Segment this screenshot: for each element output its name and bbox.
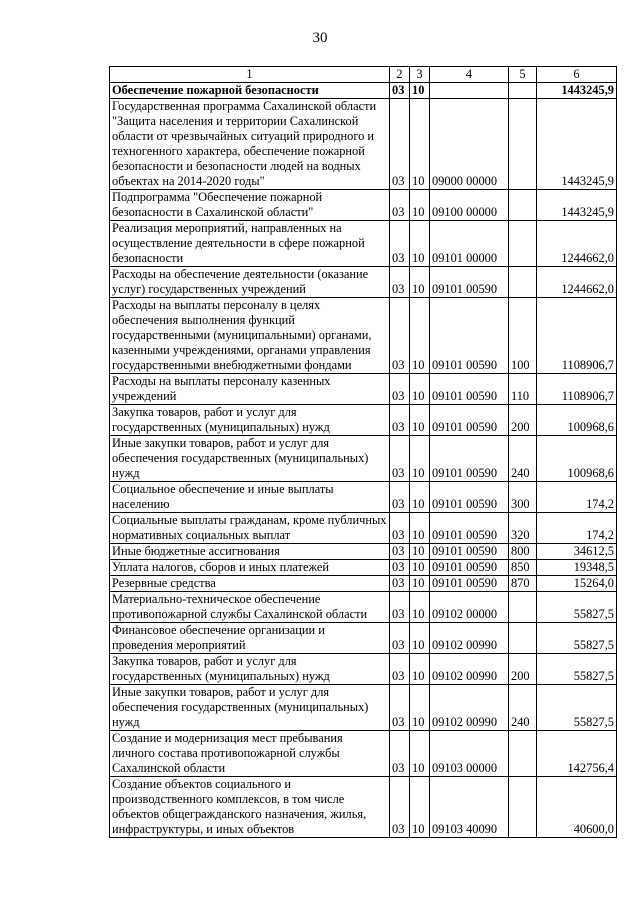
table-row	[110, 482, 617, 513]
row-amount: 174,2	[537, 513, 617, 544]
row-target-article: 09102 00000	[430, 592, 509, 623]
row-subsection: 10	[410, 654, 430, 685]
row-target-article: 09101 00590	[430, 482, 509, 513]
row-amount: 40600,0	[537, 777, 617, 838]
row-description: Государственная программа Сахалинской области "Защита населения и территории Сахалинской области от чрезвычайных ситуаций природного и техногенного характера, обеспечение пожарной безопасности и безопасности людей на водных объектах на 2014-2020 годы"	[110, 99, 390, 190]
table-row	[110, 544, 617, 560]
row-section: 03	[390, 83, 410, 99]
budget-table	[109, 66, 617, 838]
row-target-article: 09101 00590	[430, 267, 509, 298]
row-subsection: 10	[410, 592, 430, 623]
row-description: Создание объектов социального и производственного комплексов, в том числе объектов общегражданского назначения, жилья, инфраструктуры, и иных объектов	[110, 777, 390, 838]
row-subsection: 10	[410, 731, 430, 777]
row-subsection: 10	[410, 560, 430, 576]
row-description: Создание и модернизация мест пребывания личного состава противопожарной службы Сахалинской области	[110, 731, 390, 777]
row-section: 03	[390, 513, 410, 544]
row-expense-type: 240	[509, 685, 537, 731]
table-row	[110, 513, 617, 544]
table-row	[110, 576, 617, 592]
row-subsection: 10	[410, 374, 430, 405]
row-section: 03	[390, 592, 410, 623]
row-amount: 100968,6	[537, 405, 617, 436]
row-amount: 1108906,7	[537, 298, 617, 374]
row-expense-type: 800	[509, 544, 537, 560]
table-row	[110, 221, 617, 267]
header-col-1: 1	[110, 67, 390, 83]
table-row	[110, 685, 617, 731]
table-row	[110, 83, 617, 99]
row-expense-type	[509, 83, 537, 99]
row-section: 03	[390, 731, 410, 777]
row-amount: 55827,5	[537, 685, 617, 731]
row-section: 03	[390, 405, 410, 436]
row-target-article: 09101 00590	[430, 436, 509, 482]
row-section: 03	[390, 374, 410, 405]
row-subsection: 10	[410, 298, 430, 374]
table-row	[110, 99, 617, 190]
row-amount: 55827,5	[537, 592, 617, 623]
row-expense-type	[509, 731, 537, 777]
row-subsection: 10	[410, 267, 430, 298]
row-description: Закупка товаров, работ и услуг для государственных (муниципальных) нужд	[110, 654, 390, 685]
row-subsection: 10	[410, 190, 430, 221]
row-amount: 174,2	[537, 482, 617, 513]
row-description: Финансовое обеспечение организации и проведения мероприятий	[110, 623, 390, 654]
row-description: Иные закупки товаров, работ и услуг для обеспечения государственных (муниципальных) нужд	[110, 685, 390, 731]
row-target-article: 09101 00590	[430, 405, 509, 436]
row-description: Иные бюджетные ассигнования	[110, 544, 390, 560]
row-amount: 142756,4	[537, 731, 617, 777]
row-section: 03	[390, 267, 410, 298]
row-amount: 19348,5	[537, 560, 617, 576]
table-row	[110, 731, 617, 777]
row-amount: 100968,6	[537, 436, 617, 482]
row-target-article: 09101 00590	[430, 544, 509, 560]
row-description: Резервные средства	[110, 576, 390, 592]
row-expense-type: 110	[509, 374, 537, 405]
row-expense-type	[509, 623, 537, 654]
header-col-5: 5	[509, 67, 537, 83]
header-col-4: 4	[430, 67, 509, 83]
row-section: 03	[390, 576, 410, 592]
header-col-2: 2	[390, 67, 410, 83]
row-expense-type	[509, 190, 537, 221]
table-row	[110, 267, 617, 298]
table-row	[110, 777, 617, 838]
row-subsection: 10	[410, 544, 430, 560]
row-section: 03	[390, 298, 410, 374]
row-section: 03	[390, 654, 410, 685]
table-row	[110, 623, 617, 654]
row-amount: 1244662,0	[537, 221, 617, 267]
row-section: 03	[390, 99, 410, 190]
row-target-article: 09100 00000	[430, 190, 509, 221]
row-subsection: 10	[410, 482, 430, 513]
table-row	[110, 405, 617, 436]
row-section: 03	[390, 221, 410, 267]
row-section: 03	[390, 544, 410, 560]
row-subsection: 10	[410, 777, 430, 838]
row-description: Подпрограмма "Обеспечение пожарной безопасности в Сахалинской области"	[110, 190, 390, 221]
row-target-article: 09101 00000	[430, 221, 509, 267]
row-description: Реализация мероприятий, направленных на осуществление деятельности в сфере пожарной безопасности	[110, 221, 390, 267]
row-target-article: 09101 00590	[430, 576, 509, 592]
row-amount: 1443245,9	[537, 83, 617, 99]
row-target-article: 09102 00990	[430, 623, 509, 654]
row-description: Расходы на обеспечение деятельности (оказание услуг) государственных учреждений	[110, 267, 390, 298]
table-row	[110, 592, 617, 623]
row-section: 03	[390, 777, 410, 838]
table-row	[110, 560, 617, 576]
table-row	[110, 374, 617, 405]
row-expense-type: 200	[509, 405, 537, 436]
row-description: Обеспечение пожарной безопасности	[110, 83, 390, 99]
row-subsection: 10	[410, 405, 430, 436]
row-target-article	[430, 83, 509, 99]
row-expense-type: 870	[509, 576, 537, 592]
row-target-article: 09101 00590	[430, 298, 509, 374]
row-amount: 34612,5	[537, 544, 617, 560]
row-target-article: 09000 00000	[430, 99, 509, 190]
row-expense-type: 850	[509, 560, 537, 576]
row-expense-type	[509, 99, 537, 190]
row-subsection: 10	[410, 99, 430, 190]
row-amount: 1443245,9	[537, 190, 617, 221]
row-description: Уплата налогов, сборов и иных платежей	[110, 560, 390, 576]
table-row	[110, 298, 617, 374]
row-target-article: 09103 40090	[430, 777, 509, 838]
row-expense-type	[509, 592, 537, 623]
table-row	[110, 190, 617, 221]
row-expense-type	[509, 221, 537, 267]
row-subsection: 10	[410, 83, 430, 99]
row-target-article: 09101 00590	[430, 374, 509, 405]
table-header-row	[110, 67, 617, 83]
row-section: 03	[390, 436, 410, 482]
row-section: 03	[390, 685, 410, 731]
row-subsection: 10	[410, 513, 430, 544]
row-amount: 1244662,0	[537, 267, 617, 298]
row-section: 03	[390, 560, 410, 576]
header-col-6: 6	[537, 67, 617, 83]
row-description: Социальное обеспечение и иные выплаты населению	[110, 482, 390, 513]
row-subsection: 10	[410, 576, 430, 592]
row-expense-type: 300	[509, 482, 537, 513]
table-row	[110, 654, 617, 685]
row-expense-type: 200	[509, 654, 537, 685]
page-number: 30	[312, 30, 328, 46]
row-section: 03	[390, 482, 410, 513]
row-amount: 55827,5	[537, 623, 617, 654]
row-amount: 1108906,7	[537, 374, 617, 405]
row-section: 03	[390, 190, 410, 221]
row-subsection: 10	[410, 623, 430, 654]
row-target-article: 09101 00590	[430, 513, 509, 544]
row-target-article: 09102 00990	[430, 685, 509, 731]
row-description: Расходы на выплаты персоналу в целях обеспечения выполнения функций государственными (муниципальными) органами, казенными учреждениями, органами управления государственными внебюджетными фондами	[110, 298, 390, 374]
row-description: Иные закупки товаров, работ и услуг для обеспечения государственных (муниципальных) нужд	[110, 436, 390, 482]
row-target-article: 09102 00990	[430, 654, 509, 685]
row-description: Материально-техническое обеспечение противопожарной службы Сахалинской области	[110, 592, 390, 623]
row-amount: 15264,0	[537, 576, 617, 592]
row-expense-type: 100	[509, 298, 537, 374]
row-target-article: 09103 00000	[430, 731, 509, 777]
row-target-article: 09101 00590	[430, 560, 509, 576]
row-expense-type	[509, 777, 537, 838]
row-subsection: 10	[410, 436, 430, 482]
row-description: Расходы на выплаты персоналу казенных учреждений	[110, 374, 390, 405]
row-subsection: 10	[410, 221, 430, 267]
row-expense-type: 240	[509, 436, 537, 482]
row-expense-type: 320	[509, 513, 537, 544]
table-row	[110, 436, 617, 482]
row-expense-type	[509, 267, 537, 298]
row-description: Социальные выплаты гражданам, кроме публичных нормативных социальных выплат	[110, 513, 390, 544]
row-amount: 55827,5	[537, 654, 617, 685]
row-amount: 1443245,9	[537, 99, 617, 190]
row-section: 03	[390, 623, 410, 654]
header-col-3: 3	[410, 67, 430, 83]
row-subsection: 10	[410, 685, 430, 731]
row-description: Закупка товаров, работ и услуг для государственных (муниципальных) нужд	[110, 405, 390, 436]
